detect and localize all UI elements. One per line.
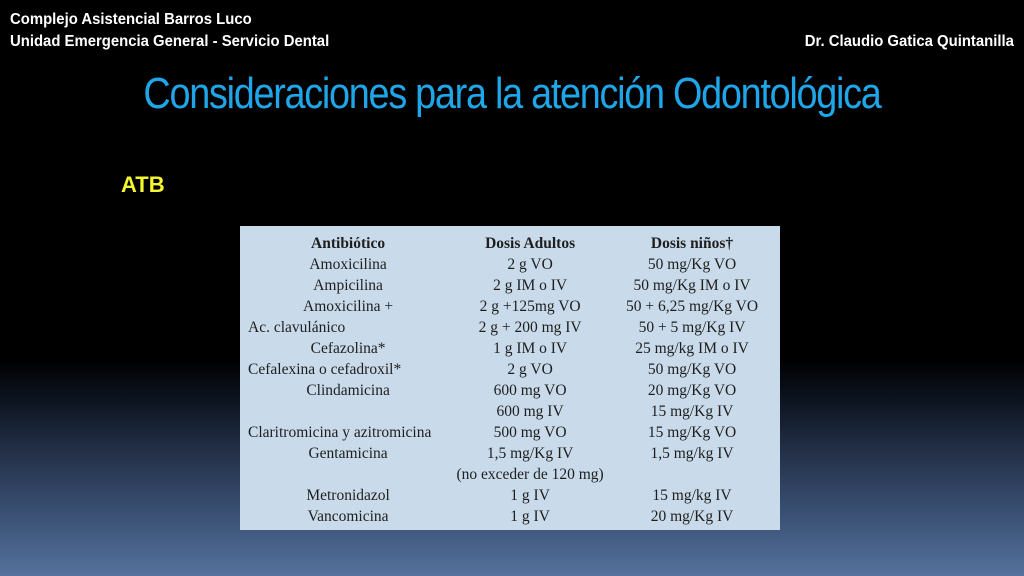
- cell-adult-dose: 2 g VO: [507, 256, 553, 273]
- header-institution: [10, 9, 329, 53]
- table-row: [240, 296, 780, 317]
- cell-adult-dose: 1 g IV: [510, 508, 550, 525]
- section-label: ATB: [121, 172, 165, 197]
- table-row: [240, 380, 780, 401]
- cell-child-dose: 50 + 5 mg/Kg IV: [638, 319, 746, 336]
- cell-antibiotic: Gentamicina: [308, 445, 388, 462]
- cell-adult-dose: 500 mg VO: [493, 424, 567, 441]
- cell-child-dose: 15 mg/Kg IV: [650, 403, 734, 420]
- table-row: [240, 485, 780, 506]
- cell-antibiotic: Cefazolina*: [310, 340, 386, 357]
- cell-antibiotic: Amoxicilina +: [303, 298, 394, 315]
- cell-child-dose: 15 mg/kg IV: [652, 487, 732, 504]
- cell-child-dose: 50 mg/Kg VO: [647, 361, 737, 378]
- table-row: [240, 443, 780, 464]
- cell-child-dose: 50 + 6,25 mg/Kg VO: [626, 298, 759, 315]
- antibiotic-dosage-table-panel: [240, 226, 780, 530]
- table-row: [240, 422, 780, 443]
- institution-name: Complejo Asistencial Barros Luco: [10, 11, 252, 28]
- cell-antibiotic: Ampicilina: [313, 277, 383, 294]
- table-row: [240, 464, 780, 485]
- antibiotic-dosage-table: [240, 233, 780, 527]
- slide-title: Consideraciones para la atención Odontológica: [143, 69, 881, 118]
- cell-adult-dose: 2 g VO: [507, 361, 553, 378]
- cell-antibiotic: [240, 401, 456, 422]
- cell-adult-dose: 1,5 mg/Kg IV: [486, 445, 574, 462]
- table-row: [240, 338, 780, 359]
- table-row: [240, 275, 780, 296]
- cell-adult-dose: 2 g IM o IV: [493, 277, 568, 294]
- cell-antibiotic: Cefalexina o cefadroxil*: [248, 361, 402, 378]
- column-header-child-dose: Dosis niños†: [650, 235, 734, 252]
- cell-antibiotic: [240, 464, 456, 485]
- column-header-adult-dose: Dosis Adultos: [485, 235, 576, 252]
- table-row: [240, 254, 780, 275]
- cell-child-dose: 20 mg/Kg VO: [647, 382, 737, 399]
- cell-antibiotic: Vancomicina: [307, 508, 389, 525]
- cell-child-dose: [604, 464, 780, 485]
- cell-child-dose: 25 mg/kg IM o IV: [635, 340, 749, 357]
- cell-adult-dose: 2 g + 200 mg IV: [478, 319, 582, 336]
- cell-child-dose: 50 mg/Kg VO: [647, 256, 737, 273]
- cell-adult-dose: 1 g IM o IV: [493, 340, 568, 357]
- cell-child-dose: 15 mg/Kg VO: [647, 424, 737, 441]
- column-header-antibiotic: Antibiótico: [311, 235, 386, 252]
- table-row: [240, 359, 780, 380]
- table-row: [240, 401, 780, 422]
- cell-child-dose: 50 mg/Kg IM o IV: [633, 277, 751, 294]
- table-header-row: [240, 233, 780, 254]
- cell-child-dose: 20 mg/Kg IV: [650, 508, 734, 525]
- cell-adult-dose: 1 g IV: [510, 487, 550, 504]
- cell-child-dose: 1,5 mg/kg IV: [650, 445, 734, 462]
- cell-antibiotic: Amoxicilina: [309, 256, 387, 273]
- cell-adult-dose: 600 mg VO: [493, 382, 567, 399]
- department-name: Unidad Emergencia General - Servicio Dental: [10, 33, 330, 50]
- cell-antibiotic: Metronidazol: [306, 487, 390, 504]
- cell-antibiotic: Claritromicina y azitromicina: [248, 424, 432, 441]
- table-row: [240, 506, 780, 527]
- cell-antibiotic: Ac. clavulánico: [248, 319, 346, 336]
- cell-adult-dose: (no exceder de 120 mg): [456, 466, 604, 483]
- cell-antibiotic: Clindamicina: [306, 382, 390, 399]
- cell-adult-dose: 600 mg IV: [496, 403, 564, 420]
- table-row: [240, 317, 780, 338]
- cell-adult-dose: 2 g +125mg VO: [479, 298, 581, 315]
- author-name: Dr. Claudio Gatica Quintanilla: [804, 33, 1014, 50]
